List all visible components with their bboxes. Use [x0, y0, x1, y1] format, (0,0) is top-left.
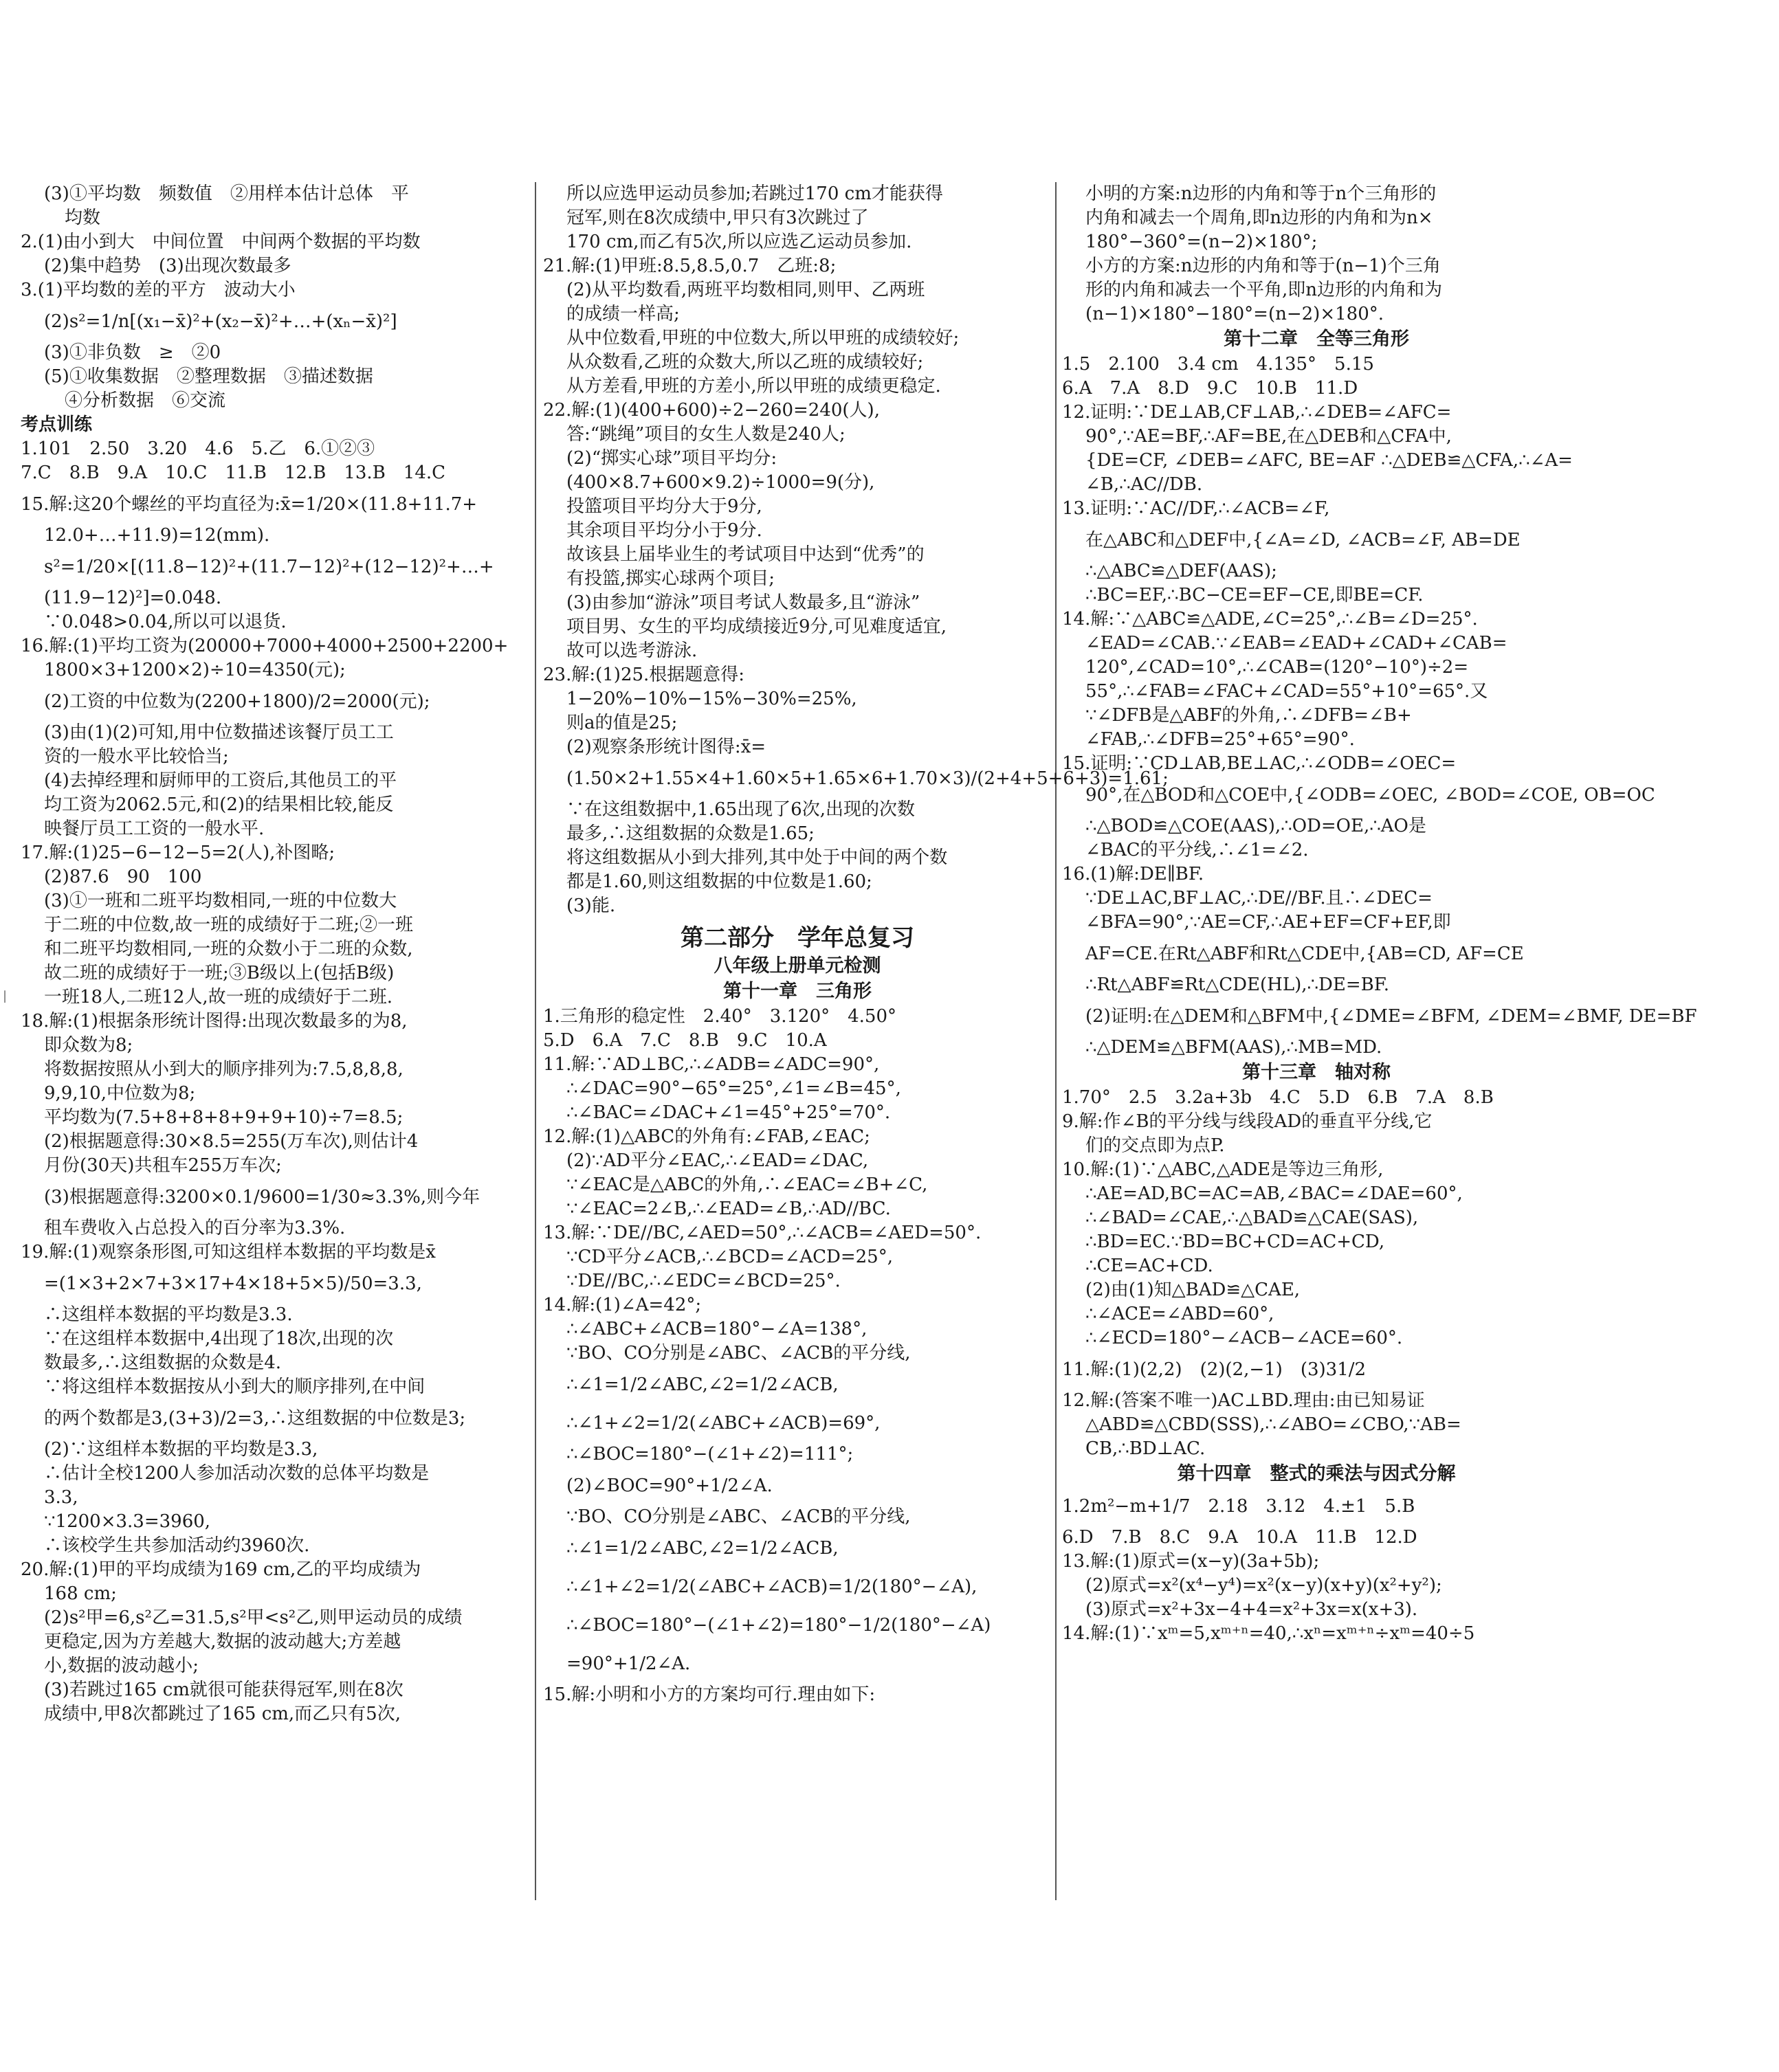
answer-line: (2)∠BOC=90°+1/2∠A. [566, 1475, 773, 1496]
answer-line: 16.解:(1)平均工资为(20000+7000+4000+2500+2200+ [21, 636, 509, 656]
answer-line: 17.解:(1)25−6−12−5=2(人),补图略; [21, 843, 335, 863]
answer-line: (2)s²=1/n[(x₁−x̄)²+(x₂−x̄)²+…+(xₙ−x̄)²] [44, 311, 397, 332]
answer-line: 均工资为2062.5元,和(2)的结果相比较,能反 [44, 794, 394, 815]
answer-line: ∠BAC的平分线,∴∠1=∠2. [1085, 840, 1309, 860]
answer-line: ∴∠1=1/2∠ABC,∠2=1/2∠ACB, [566, 1538, 839, 1559]
answer-line: ∴估计全校1200人参加活动次数的总体平均数是 [44, 1463, 430, 1484]
answer-line: △ABD≌△CBD(SSS),∴∠ABO=∠CBO,∵AB= [1085, 1414, 1461, 1435]
answer-line: 90°,在△BOD和△COE中,{∠ODB=∠OEC, ∠BOD=∠COE, OB=OC [1085, 785, 1655, 805]
answer-line: (2)87.6 90 100 [44, 867, 202, 887]
answer-line: ∵∠DFB是△ABF的外角,∴∠DFB=∠B+ [1085, 705, 1412, 726]
answer-line: ∴∠BOC=180°−(∠1+∠2)=111°; [566, 1444, 854, 1464]
answer-line: ∴∠ABC+∠ACB=180°−∠A=138°, [566, 1319, 868, 1339]
answer-line: 都是1.60,则这组数据的中位数是1.60; [566, 871, 872, 892]
answer-line: (4)去掉经理和厨师甲的工资后,其他员工的平 [44, 770, 397, 791]
answer-line: 的两个数都是3,(3+3)/2=3,∴这组数据的中位数是3; [44, 1408, 466, 1429]
answer-line: 则a的值是25; [566, 713, 678, 733]
answer-line: (2)∵这组样本数据的平均数是3.3, [44, 1439, 318, 1460]
answer-line: ∴CE=AC+CD. [1085, 1256, 1213, 1276]
answer-line: ∴这组样本数据的平均数是3.3. [44, 1304, 293, 1325]
answer-line: ∴△ABC≌△DEF(AAS); [1085, 561, 1277, 581]
answer-line: 14.解:(1)∠A=42°; [543, 1295, 702, 1315]
answer-line: ∴AE=AD,BC=AC=AB,∠BAC=∠DAE=60°, [1085, 1183, 1463, 1204]
answer-line: ∴Rt△ABF≌Rt△CDE(HL),∴DE=BF. [1085, 974, 1390, 995]
answer-line: 月份(30天)共租车255万车次; [44, 1155, 282, 1176]
answer-line: ∵DE//BC,∴∠EDC=∠BCD=25°. [566, 1271, 841, 1291]
answer-line: ∠B,∴AC//DB. [1085, 474, 1203, 495]
answer-line: ∴BC=EF,∴BC−CE=EF−CE,即BE=CF. [1085, 585, 1424, 605]
section-heading: 第十三章 轴对称 [1242, 1062, 1391, 1083]
answer-line: 其余项目平均分小于9分. [566, 520, 762, 541]
answer-line: (2)s²甲=6,s²乙=31.5,s²甲<s²乙,则甲运动员的成绩 [44, 1607, 463, 1628]
answer-line: 故二班的成绩好于一班;③B级以上(包括B级) [44, 963, 395, 983]
answer-line: 1.2m²−m+1/7 2.18 3.12 4.±1 5.B [1062, 1496, 1415, 1517]
answer-line: =(1×3+2×7+3×17+4×18+5×5)/50=3.3, [44, 1273, 422, 1294]
section-heading: 第十二章 全等三角形 [1224, 328, 1409, 350]
answer-line: ∵CD平分∠ACB,∴∠BCD=∠ACD=25°, [566, 1247, 893, 1267]
answer-line: 投篮项目平均分大于9分, [566, 496, 762, 517]
answer-line: 故该县上届毕业生的考试项目中达到“优秀”的 [566, 544, 925, 565]
answer-line: 从方差看,甲班的方差小,所以甲班的成绩更稳定. [566, 376, 941, 397]
answer-line: ∠FAB,∴∠DFB=25°+65°=90°. [1085, 729, 1355, 750]
answer-line: 平均数为(7.5+8+8+8+9+9+10)÷7=8.5; [44, 1107, 404, 1128]
answer-line: 15.解:小明和小方的方案均可行.理由如下: [543, 1684, 876, 1705]
column-right [1062, 182, 1697, 1886]
answer-line: 形的内角和减去一个平角,即n边形的内角和为 [1085, 280, 1443, 300]
answer-line: 有投篮,掷实心球两个项目; [566, 568, 775, 589]
column-divider [535, 182, 536, 1900]
answer-line: ∵在这组样本数据中,4出现了18次,出现的次 [44, 1328, 394, 1349]
answer-line: 冠军,则在8次成绩中,甲只有3次跳过了 [566, 208, 869, 228]
answer-line: ④分析数据 ⑥交流 [65, 390, 226, 411]
answer-line: 3.(1)平均数的差的平方 波动大小 [21, 280, 296, 300]
answer-line: (2)原式=x²(x⁴−y⁴)=x²(x−y)(x+y)(x²+y²); [1085, 1575, 1442, 1596]
answer-line: (3)①非负数 ≥ ②0 [44, 342, 221, 363]
answer-line: 从众数看,乙班的众数大,所以乙班的成绩较好; [566, 352, 924, 372]
section-heading: 第十一章 三角形 [723, 981, 872, 1002]
answer-line: (3)①一班和二班平均数相同,一班的中位数大 [44, 891, 397, 911]
column-left [21, 182, 533, 1886]
answer-line: ∴∠ECD=180°−∠ACB−∠ACE=60°. [1085, 1328, 1403, 1348]
answer-line: (11.9−12)²]=0.048. [44, 588, 222, 608]
answer-line: 内角和减去一个周角,即n边形的内角和为n× [1085, 208, 1433, 228]
answer-line: 成绩中,甲8次都跳过了165 cm,而乙只有5次, [44, 1704, 401, 1724]
answer-line: 11.解:∵AD⊥BC,∴∠ADB=∠ADC=90°, [543, 1054, 880, 1075]
answer-line: 23.解:(1)25.根据题意得: [543, 665, 745, 685]
answer-line: (2)证明:在△DEM和△BFM中,{∠DME=∠BFM, ∠DEM=∠BMF, DE=BF [1085, 1006, 1697, 1027]
answer-line: 6.A 7.A 8.D 9.C 10.B 11.D [1062, 378, 1358, 399]
answer-line: ∵∠EAC=2∠B,∴∠EAD=∠B,∴AD//BC. [566, 1199, 891, 1219]
section-heading: 第二部分 学年总复习 [681, 924, 914, 952]
answer-line: (2)∵AD平分∠EAC,∴∠EAD=∠DAC, [566, 1150, 869, 1171]
answer-line: 13.解:∵DE//BC,∠AED=50°,∴∠ACB=∠AED=50°. [543, 1223, 982, 1243]
answer-line: 16.(1)解:DE∥BF. [1062, 864, 1204, 884]
answer-line: ∴∠ACE=∠ABD=60°, [1085, 1304, 1274, 1324]
answer-line: 14.解:(1)∵xᵐ=5,xᵐ⁺ⁿ=40,∴xⁿ=xᵐ⁺ⁿ÷xᵐ=40÷5 [1062, 1623, 1475, 1644]
answer-line: 19.解:(1)观察条形图,可知这组样本数据的平均数是x̄ [21, 1242, 436, 1262]
answer-line: ∴∠1=1/2∠ABC,∠2=1/2∠ACB, [566, 1374, 839, 1395]
answer-line: (3)原式=x²+3x−4+4=x²+3x=x(x+3). [1085, 1599, 1418, 1620]
answer-line: 最多,∴这组数据的众数是1.65; [566, 823, 815, 844]
answer-line: ∵将这组样本数据按从小到大的顺序排列,在中间 [44, 1377, 426, 1397]
answer-line: ∠BFA=90°,∵AE=CF,∴AE+EF=CF+EF,即 [1085, 912, 1451, 933]
column-divider [1055, 182, 1057, 1900]
answer-line: 7.C 8.B 9.A 10.C 11.B 12.B 13.B 14.C [21, 463, 446, 483]
section-heading: 八年级上册单元检测 [714, 955, 881, 977]
answer-line: s²=1/20×[(11.8−12)²+(11.7−12)²+(12−12)²+…+ [44, 557, 494, 577]
answer-line: 12.0+…+11.9)=12(mm). [44, 525, 270, 546]
answer-line: ∴∠1+∠2=1/2(∠ABC+∠ACB)=69°, [566, 1413, 881, 1434]
answer-line: 所以应选甲运动员参加;若跳过170 cm才能获得 [566, 183, 943, 204]
answer-line: 180°−360°=(n−2)×180°; [1085, 232, 1318, 252]
answer-line: 120°,∠CAD=10°,∴∠CAB=(120°−10°)÷2= [1085, 657, 1469, 678]
answer-line: 项目男、女生的平均成绩接近9分,可见难度适宜, [566, 616, 947, 637]
answer-line: (2)由(1)知△BAD≌△CAE, [1085, 1280, 1301, 1300]
answer-line: 在△ABC和△DEF中,{∠A=∠D, ∠ACB=∠F, AB=DE [1085, 530, 1521, 550]
answer-line: 将这组数据从小到大排列,其中处于中间的两个数 [566, 847, 948, 868]
answer-line: ∴△BOD≌△COE(AAS),∴OD=OE,∴AO是 [1085, 816, 1426, 836]
answer-line: ∴∠BAC=∠DAC+∠1=45°+25°=70°. [566, 1102, 891, 1123]
answer-line: ∵0.048>0.04,所以可以退货. [44, 612, 287, 632]
answer-line: 13.证明:∵AC//DF,∴∠ACB=∠F, [1062, 498, 1330, 519]
answer-line: 们的交点即为点P. [1085, 1135, 1225, 1156]
answer-line: (3)由参加“游泳”项目考试人数最多,且“游泳” [566, 592, 920, 613]
section-heading: 考点训练 [21, 414, 93, 435]
answer-line: 15.解:这20个螺丝的平均直径为:x̄=1/20×(11.8+11.7+ [21, 494, 478, 515]
answer-line: 12.解:(1)△ABC的外角有:∠FAB,∠EAC; [543, 1126, 870, 1147]
page-edge-mark: | [3, 989, 8, 1003]
answer-line: ∴该校学生共参加活动约3960次. [44, 1535, 310, 1556]
answer-line: 1.101 2.50 3.20 4.6 5.乙 6.①②③ [21, 438, 375, 459]
answer-line: 6.D 7.B 8.C 9.A 10.A 11.B 12.D [1062, 1527, 1417, 1548]
answer-line: 12.解:(答案不唯一)AC⊥BD.理由:由已知易证 [1062, 1390, 1425, 1411]
answer-line: (3)根据题意得:3200×0.1/9600=1/30≈3.3%,则今年 [44, 1187, 480, 1207]
answer-line: ∴∠BOC=180°−(∠1+∠2)=180°−1/2(180°−∠A) [566, 1615, 991, 1636]
answer-line: 和二班平均数相同,一班的众数小于二班的众数, [44, 939, 413, 959]
answer-line: ∠EAD=∠CAB.∵∠EAB=∠EAD+∠CAD+∠CAB= [1085, 633, 1507, 654]
answer-line: 21.解:(1)甲班:8.5,8.5,0.7 乙班:8; [543, 256, 837, 276]
answer-line: ∵1200×3.3=3960, [44, 1511, 211, 1532]
answer-line: 1.70° 2.5 3.2a+3b 4.C 5.D 6.B 7.A 8.B [1062, 1087, 1494, 1108]
answer-line: 小明的方案:n边形的内角和等于n个三角形的 [1085, 183, 1437, 204]
answer-line: 资的一般水平比较恰当; [44, 746, 229, 767]
answer-line: ∴∠DAC=90°−65°=25°,∠1=∠B=45°, [566, 1078, 901, 1099]
answer-line: 1−20%−10%−15%−30%=25%, [566, 689, 857, 709]
answer-line: 168 cm; [44, 1583, 117, 1604]
answer-line: 映餐厅员工工资的一般水平. [44, 818, 265, 839]
answer-line: ∵BO、CO分别是∠ABC、∠ACB的平分线, [566, 1343, 911, 1363]
answer-line: ∵∠EAC是△ABC的外角,∴∠EAC=∠B+∠C, [566, 1174, 928, 1195]
answer-line: 18.解:(1)根据条形统计图得:出现次数最多的为8, [21, 1011, 408, 1032]
answer-line: 更稳定,因为方差越大,数据的波动越大;方差越 [44, 1631, 401, 1652]
answer-line: 故可以选考游泳. [566, 640, 698, 661]
answer-line: 数最多,∴这组数据的众数是4. [44, 1352, 282, 1373]
answer-line: (1.50×2+1.55×4+1.60×5+1.65×6+1.70×3)/(2+4+5+6+3)=1.61; [566, 768, 1169, 789]
answer-line: 1.三角形的稳定性 2.40° 3.120° 4.50° [543, 1006, 897, 1027]
answer-line: 租车费收入占总投入的百分率为3.3%. [44, 1218, 346, 1238]
answer-line: 9.解:作∠B的平分线与线段AD的垂直平分线,它 [1062, 1111, 1433, 1132]
answer-line: 3.3, [44, 1487, 78, 1508]
answer-line: (2)集中趋势 (3)出现次数最多 [44, 256, 291, 276]
answer-line: 22.解:(1)(400+600)÷2−260=240(人), [543, 400, 880, 421]
answer-line: 90°,∵AE=BF,∴AF=BE,在△DEB和△CFA中, [1085, 426, 1452, 447]
answer-line: 1800×3+1200×2)÷10=4350(元); [44, 660, 346, 680]
answer-line: 14.解:∵△ABC≌△ADE,∠C=25°,∴∠B=∠D=25°. [1062, 609, 1478, 630]
answer-line: 170 cm,而乙有5次,所以应选乙运动员参加. [566, 232, 912, 252]
answer-line: ∴∠1+∠2=1/2(∠ABC+∠ACB)=1/2(180°−∠A), [566, 1577, 977, 1597]
answer-line: ∵在这组数据中,1.65出现了6次,出现的次数 [566, 799, 915, 820]
answer-line: 小方的方案:n边形的内角和等于(n−1)个三角 [1085, 256, 1441, 276]
answer-line: (2)工资的中位数为(2200+1800)/2=2000(元); [44, 691, 430, 712]
answer-line: ∴△DEM≌△BFM(AAS),∴MB=MD. [1085, 1037, 1382, 1058]
answer-line: AF=CE.在Rt△ABF和Rt△CDE中,{AB=CD, AF=CE [1085, 944, 1524, 964]
answer-line: (3)能. [566, 895, 616, 916]
section-heading: 第十四章 整式的乘法与因式分解 [1177, 1463, 1456, 1484]
answer-line: 于二班的中位数,故一班的成绩好于二班;②一班 [44, 915, 414, 935]
answer-line: ∵BO、CO分别是∠ABC、∠ACB的平分线, [566, 1506, 911, 1527]
answer-line: (2)从平均数看,两班平均数相同,则甲、乙两班 [566, 280, 925, 300]
answer-line: (3)①平均数 频数值 ②用样本估计总体 平 [44, 183, 409, 204]
answer-line: 13.解:(1)原式=(x−y)(3a+5b); [1062, 1551, 1320, 1572]
answer-line: (3)由(1)(2)可知,用中位数描述该餐厅员工工 [44, 722, 394, 743]
answer-line: 答:“跳绳”项目的女生人数是240人; [566, 424, 846, 445]
answer-line: (2)“掷实心球”项目平均分: [566, 448, 777, 469]
answer-line: ∴∠BAD=∠CAE,∴△BAD≌△CAE(SAS), [1085, 1207, 1419, 1228]
answer-line: 的成绩一样高; [566, 304, 680, 324]
answer-line: 小,数据的波动越小; [44, 1656, 199, 1676]
answer-line: 均数 [65, 208, 101, 228]
answer-line: 即众数为8; [44, 1035, 133, 1056]
answer-line: 一班18人,二班12人,故一班的成绩好于二班. [44, 987, 393, 1007]
answer-line: 55°,∴∠FAB=∠FAC+∠CAD=55°+10°=65°.又 [1085, 681, 1488, 702]
answer-line: 15.证明:∵CD⊥AB,BE⊥AC,∴∠ODB=∠OEC= [1062, 753, 1457, 774]
answer-line: 从中位数看,甲班的中位数大,所以甲班的成绩较好; [566, 328, 960, 348]
answer-line: =90°+1/2∠A. [566, 1653, 691, 1674]
answer-line: ∵DE⊥AC,BF⊥AC,∴DE//BF.且∴∠DEC= [1085, 888, 1433, 909]
answer-line: CB,∴BD⊥AC. [1085, 1438, 1206, 1459]
answer-line: ∴BD=EC.∵BD=BC+CD=AC+CD, [1085, 1232, 1385, 1252]
answer-line: {DE=CF, ∠DEB=∠AFC, BE=AF ∴△DEB≌△CFA,∴∠A= [1085, 450, 1573, 471]
answer-line: 10.解:(1)∵△ABC,△ADE是等边三角形, [1062, 1159, 1384, 1180]
answer-line: (2)观察条形统计图得:x̄= [566, 737, 766, 757]
answer-line: 12.证明:∵DE⊥AB,CF⊥AB,∴∠DEB=∠AFC= [1062, 402, 1452, 423]
answer-line: 20.解:(1)甲的平均成绩为169 cm,乙的平均成绩为 [21, 1559, 421, 1580]
answer-line: (5)①收集数据 ②整理数据 ③描述数据 [44, 366, 373, 387]
answer-line: (2)根据题意得:30×8.5=255(万车次),则估计4 [44, 1131, 419, 1152]
answer-line: 1.5 2.100 3.4 cm 4.135° 5.15 [1062, 354, 1374, 375]
answer-line: 11.解:(1)(2,2) (2)(2,−1) (3)31/2 [1062, 1359, 1367, 1380]
answer-line: (3)若跳过165 cm就很可能获得冠军,则在8次 [44, 1680, 404, 1700]
answer-line: 将数据按照从小到大的顺序排列为:7.5,8,8,8, [44, 1059, 404, 1080]
answer-line: (n−1)×180°−180°=(n−2)×180°. [1085, 304, 1384, 324]
answer-line: (400×8.7+600×9.2)÷1000=9(分), [566, 472, 875, 493]
answer-line: 2.(1)由小到大 中间位置 中间两个数据的平均数 [21, 232, 421, 252]
answer-line: 9,9,10,中位数为8; [44, 1083, 196, 1104]
answer-line: 5.D 6.A 7.C 8.B 9.C 10.A [543, 1030, 827, 1051]
